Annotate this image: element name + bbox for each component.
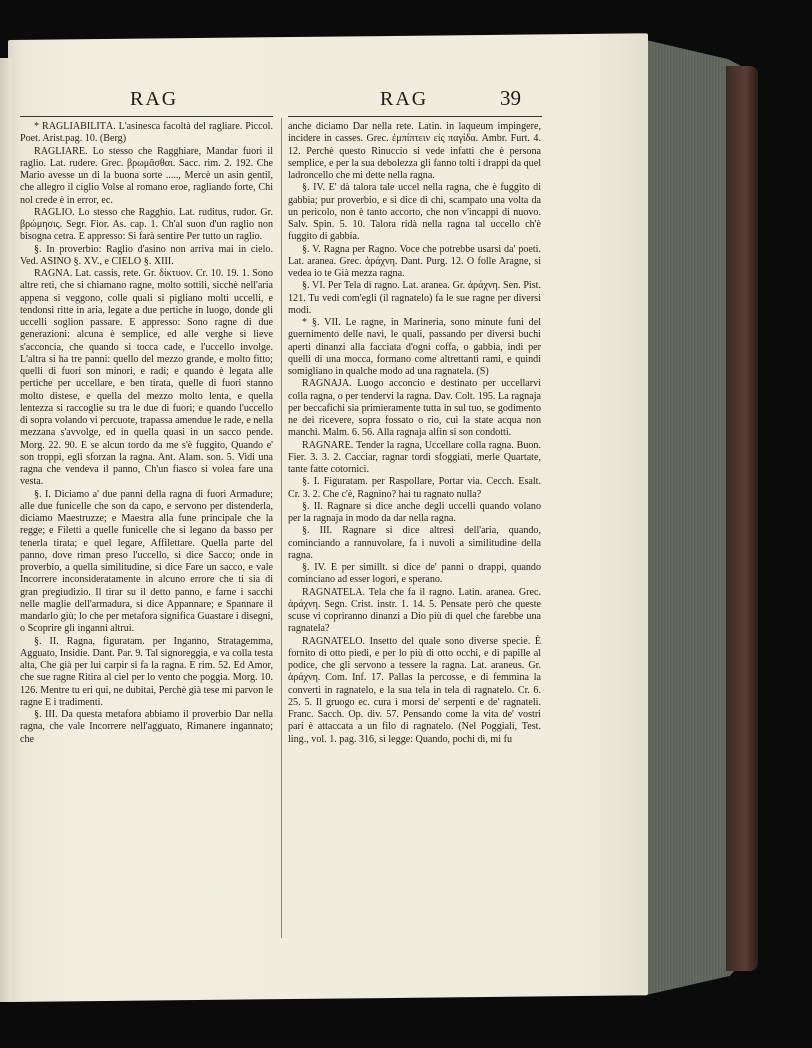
running-head-right: RAG bbox=[380, 88, 429, 110]
dictionary-entry: §. II. Ragna, figuratam. per Inganno, Stratagemma, Agguato, Insidie. Dant. Par. 9. Tal signoreggia, e va colla testa alta, Che già per lui carpir si fa la ragna. E rim. 52. Ed Amor, che sue ragne Ritira al ciel per lo vento che poggia. Morg. 10. 126. Mentre tu eri qui, ne dubitai, Perchè già tese mi parvon le ragne E i tradimenti. bbox=[20, 635, 273, 708]
dictionary-entry: §. I. Diciamo a' due panni della ragna di fuori Armadure; alle due funicelle che son da capo, e servono per distenderla, diciamo Maestruzze; e Maestra alla fune principale che la regge; e Filetti a quelle funicelle che si legano da basso per tenerla tirata; e quel legare, Affilettare. Quella parte del panno, dove riman preso l'uccello, si dice Sacco; onde in proverbio, a quella similitudine, si dice Fare un sacco, e vale Incorrere inconsideratamente in alcuno errore che ti sia di gran pregiudizio. Il tirar su il detto panno, e farne i sacchi nelle maglie dell'armadura, si dice Appannare; e Spannare il mandarlo giù; lo che per metafora significa Guastare i disegni, o Scoprire gli inganni altrui. bbox=[20, 488, 273, 635]
header-rule-right bbox=[288, 116, 542, 117]
dictionary-entry: RAGLIO. Lo stesso che Ragghio. Lat. ruditus, rudor. Gr. βρώμησις. Segr. Fior. As. cap. 1. Ch'al suon d'un raglio non bisogna cetra. E appresso: Si farà sentire Per tutto un raglio. bbox=[20, 206, 273, 243]
page-number: 39 bbox=[500, 86, 521, 110]
dictionary-entry: * RAGLIABILITÀ. L'asinesca facoltà del ragliare. Piccol. Poet. Arist.pag. 10. (Berg) bbox=[20, 121, 273, 145]
dictionary-entry: RAGNA. Lat. cassis, rete. Gr. δίκτυον. Cr. 10. 19. 1. Sono altre reti, che si chiamano ragne, molto sottili, sicchè nell'aria appena si veggono, colle quali si pigliano molti uccelli, e tendonsi ritte in aria, legate a due pertiche in luogo, donde gli uccelli soglion passare. E appresso: Sono ragne di due generazioni: alcuna è semplice, ed alle verghe si lieve s'acconcia, che quando si tocca cade, e l'uccello involge. L'altra si ha tre panni: quello del mezzo grande, e molto fitto; quelli di fuori son minori, e radi; e quando è legata alle pertiche per uccellare, e ben tirata, quelle di fuori stanno molto distese, e quella del mezzo molto lenta, e quella lentezza si raccoglie su tra le due di fuori; e quando l'uccello di sopra volando vi percuote, trapassa amendue le rade, e nella mezzana s'avvolge, ed in quella quasi in un sacco pende. Morg. 22. 90. E se alcun tordo da me s'è fuggito, Quando e' son troppi, egli sforzan la ragna. Ant. Alam. son. 5. Vidi una ragna che vendeva il panno, Ch'un fiasco si volea fare una vesta. bbox=[20, 268, 273, 488]
left-page-edge bbox=[0, 58, 12, 1002]
dictionary-entry: RAGNATELO. Insetto del quale sono diverse specie. È fornito di otto piedi, e per lo più di otto occhi, e di papille al podice, che gli servono a tessere la ragna. Lat. araneus. Gr. ἀράχνη. Com. Inf. 17. Pallas la percosse, e di femmina la converti in ragnatelo, e la sua tela in tela di ragnatelo. Cr. 6. 25. 5. Il gruogo ec. cura i morsi de' serpenti e de' ragnateli. Franc. Sacch. Op. div. 57. Pensando come la vita de' vostri pari è attaccata a un filo di ragnatelo. (Nel Poggiali, Test. ling., vol. 1. pag. 316, si legge: Quando, pochi dì, mi fu bbox=[288, 635, 541, 745]
dictionary-entry: RAGNAJA. Luogo acconcio e destinato per uccellarvi colla ragna, o per tendervi la ragna. Dav. Colt. 195. La ragnaja per beccafichi sia primieramente tutta in sul tuo, se godimento ne dei ricevere, sopra fossato o rio, cui la state acqua non manchi. Malm. 6. 56. Alla ragnaja alfin si son condotti. bbox=[288, 378, 541, 439]
dictionary-entry: §. III. Ragnare si dice altresì dell'aria, quando, cominciando a rannuvolare, fa i nuvoli a similitudine della ragna. bbox=[288, 525, 541, 561]
dictionary-entry: §. V. Ragna per Ragno. Voce che potrebbe usarsi da' poeti. Lat. aranea. Grec. ἀράχνη. Dant. Purg. 12. O folle Aragne, si vedea io te Già mezza ragna. bbox=[288, 243, 541, 279]
dictionary-entry: §. IV. E' dà talora tale uccel nella ragna, che è fuggito di gabbia; pur proverbio, e si dice di chi, scampato una volta da un pericolo, non è tanto accorto, che non v'incappi di nuovo. Salv. Spin. 5. 10. Talora ridà nella ragna tal uccello ch'è fuggito di gabbia. bbox=[288, 182, 541, 243]
book-cover-spine bbox=[726, 66, 758, 971]
column-divider bbox=[281, 118, 282, 938]
dictionary-entry: anche diciamo Dar nella rete. Latin. in laqueum impingere, incidere in casses. Grec. ἐμπίπτειν εἰς παγίδα. Ambr. Furt. 4. 12. Perchè questo Rinuccio si vede infatti che è persona semplice, e per la sua debolezza gli fanno tolti i drappi da quel ladroncello che mi dette nella ragna. bbox=[288, 121, 541, 181]
dictionary-entry: §. II. Ragnare si dice anche degli uccelli quando volano per la ragnaja in modo da dar nella ragna. bbox=[288, 500, 541, 524]
dictionary-entry: * §. VII. Le ragne, in Marineria, sono minute funi del guernimento delle navi, le quali, passando per diversi buchi aperti dinanzi alla facciata d'ogni coffa, o gabbia, indi per quelli di una mocca, formano come altrettanti rami, e quindi somigliano in qualche modo ad una ragnatela. (S) bbox=[288, 317, 541, 377]
running-head-left: RAG bbox=[130, 88, 179, 110]
left-column bbox=[20, 121, 273, 931]
dictionary-entry: §. I. Figuratam. per Raspollare, Portar via. Cecch. Esalt. Cr. 3. 2. Che c'è, Ragnino? hai tu ragnato nulla? bbox=[288, 476, 541, 500]
header-rule-left bbox=[20, 116, 273, 117]
dictionary-entry: §. IV. E per simillt. si dice de' panni o drappi, quando cominciano ad esser logori, e sperano. bbox=[288, 562, 541, 586]
right-column bbox=[288, 121, 541, 931]
dictionary-entry: RAGNARE. Tender la ragna, Uccellare colla ragna. Buon. Fier. 3. 3. 2. Cacciar, ragnar tordi sfoggiati, merle Quartate, tante fatte cotornici. bbox=[288, 439, 541, 475]
dictionary-entry: RAGNATELA. Tela che fa il ragno. Latin. aranea. Grec. ἀράχνη. Segn. Crist. instr. 1. 14. 5. Pensate però che queste scuse vi copriranno dinanzi a Dio più di quel che farebbe una ragnatela? bbox=[288, 586, 541, 635]
dictionary-entry: §. III. Da questa metafora abbiamo il proverbio Dar nella ragna, che vale Incorrere nell'agguato, Rimanere ingannato; che bbox=[20, 709, 273, 745]
dictionary-entry: §. In proverbio: Raglio d'asino non arriva mai in cielo. Ved. ASINO §. XV., e CIELO §. XIII. bbox=[20, 243, 273, 267]
dictionary-entry: RAGLIARE. Lo stesso che Ragghiare, Mandar fuori il raglio. Lat. rudere. Grec. βρωμᾶσθαι. Sacc. rim. 2. 192. Che Mario avesse un di la buona sorte ....., Mercè un asin gentil, che allegro il ciglio Volse al romano eroe, ragliando forte, Chi nol crede è in error, ec. bbox=[20, 145, 273, 206]
dictionary-entry: §. VI. Per Tela di ragno. Lat. aranea. Gr. ἀράχνη. Sen. Pist. 121. Tu vedi com'egli (il ragnatelo) fa le sue ragne per diversi modi. bbox=[288, 280, 541, 316]
